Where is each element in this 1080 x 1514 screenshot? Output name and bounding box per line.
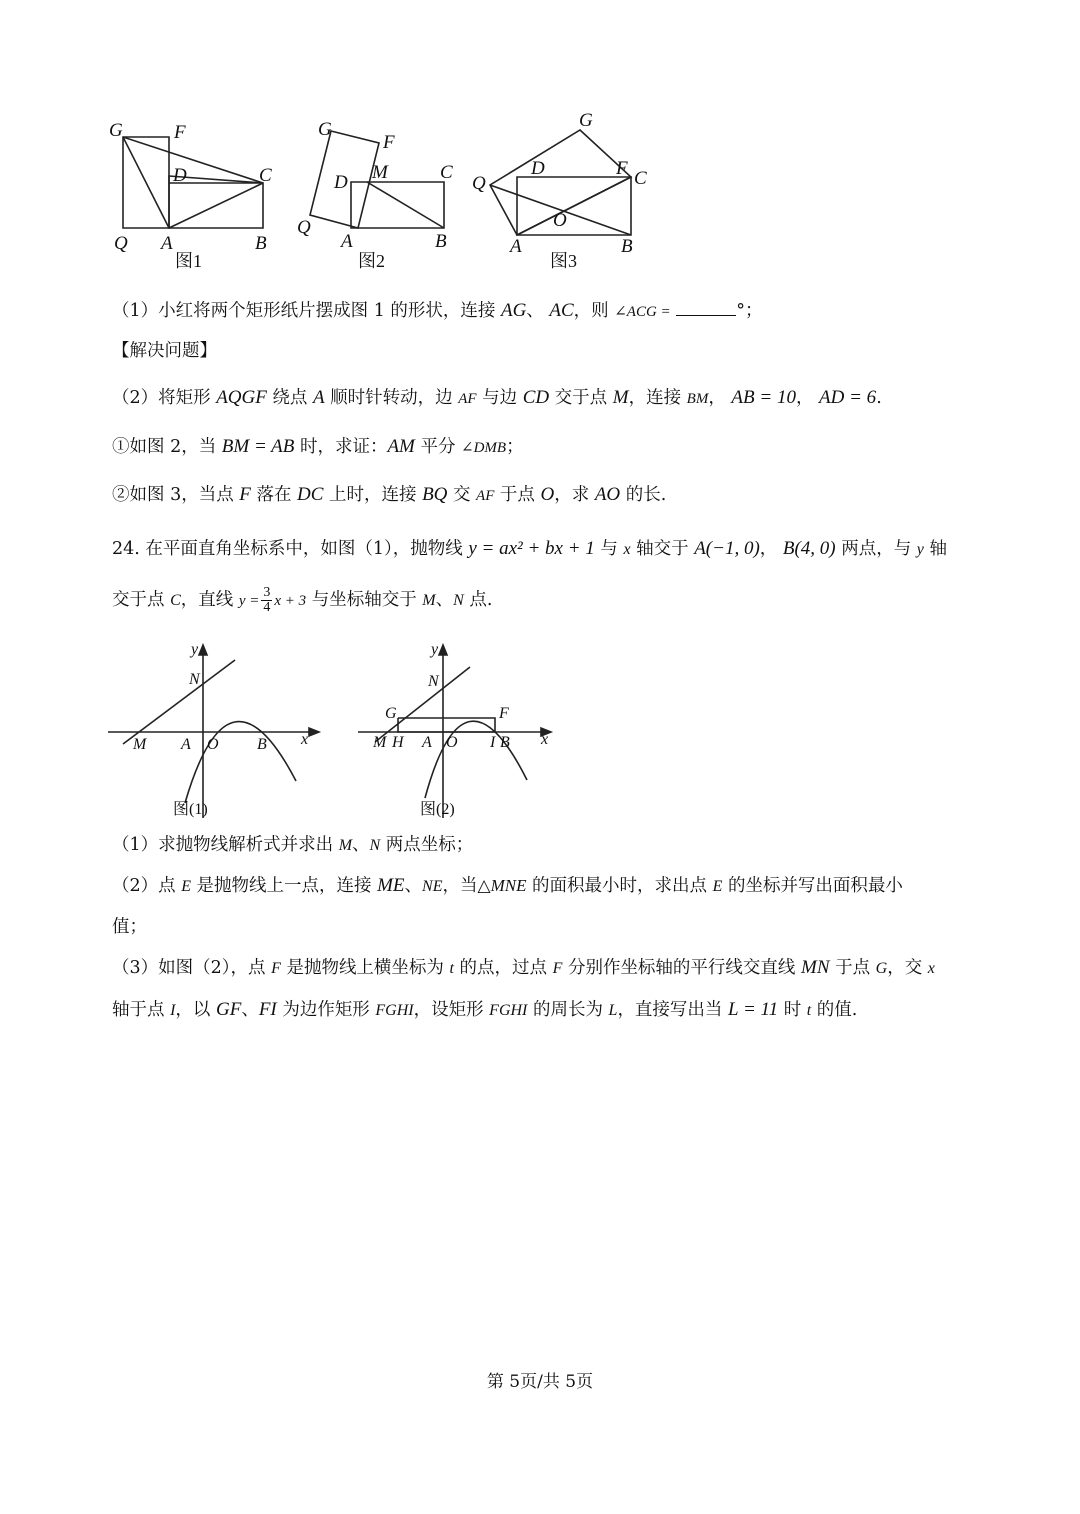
label-N: N <box>189 671 200 688</box>
axis-x-label: x <box>541 731 549 748</box>
axis-y-label: y <box>431 641 439 658</box>
q24-part3: （3）如图（2），点 F 是抛物线上横坐标为 t 的点，过点 F 分别作坐标轴的平行线交直线 MN 于点 G，交 x <box>112 957 935 978</box>
q23-part2-sub2: ②如图 3，当点 F 落在 DC 上时，连接 BQ 交 AF 于点 O，求 AO 的长. <box>112 484 667 505</box>
label-M: M <box>372 162 388 183</box>
label-A: A <box>161 233 173 254</box>
label-G: G <box>579 110 593 131</box>
label-D: D <box>531 158 545 179</box>
label-N: N <box>428 673 439 690</box>
answer-blank[interactable] <box>676 297 736 316</box>
graph-figure-2 <box>355 638 565 823</box>
q23-part1: （1）小红将两个矩形纸片摆成图 1 的形状，连接 AG、 AC，则 ∠ACG = °； <box>112 297 972 325</box>
q24-line2: 交于点 C，直线 y = $\frac{3}{4}$ x + 3 与坐标轴交于 M、N 点. <box>112 585 493 615</box>
label-M: M <box>373 734 387 751</box>
label-B: B <box>621 236 633 257</box>
fraction-three-quarters: $\frac{3}{4}$ <box>263 585 271 615</box>
label-O: O <box>207 736 219 753</box>
graph-figure-2-caption: 图(2) <box>420 801 455 818</box>
q24-part2-cont: 值； <box>112 917 147 937</box>
page-footer: 第 5页/共 5页 <box>486 1372 594 1392</box>
figure-2-caption: 图2 <box>358 251 385 271</box>
label-F: F <box>616 158 628 179</box>
label-A: A <box>341 231 353 252</box>
label-Q: Q <box>297 217 311 238</box>
label-B: B <box>255 233 267 254</box>
label-D: D <box>173 165 187 186</box>
axis-x-label: x <box>301 731 309 748</box>
label-Q: Q <box>114 233 128 254</box>
label-F: F <box>499 705 509 722</box>
graph-figure-1 <box>105 638 330 823</box>
label-G: G <box>109 120 123 141</box>
label-F: F <box>383 132 395 153</box>
q23-heading: 【解决问题】 <box>112 341 217 361</box>
figure-3 <box>465 105 665 275</box>
label-G: G <box>385 705 397 722</box>
label-C: C <box>440 162 453 183</box>
label-A: A <box>510 236 522 257</box>
q23-part2-sub1: ①如图 2，当 BM = AB 时，求证：AM 平分 ∠DMB； <box>112 436 524 457</box>
label-A: A <box>181 736 191 753</box>
q24-line1: 24. 在平面直角坐标系中，如图（1），抛物线 y = ax² + bx + 1 与 x 轴交于 A(−1, 0)， B(4, 0) 两点，与 y 轴 <box>112 538 947 559</box>
label-A: A <box>422 734 432 751</box>
label-F: F <box>174 122 186 143</box>
axis-y-label: y <box>191 641 199 658</box>
label-I: I <box>490 734 496 751</box>
label-H: H <box>392 734 404 751</box>
graph-figure-1-caption: 图(1) <box>173 801 208 818</box>
figure-1-caption: 图1 <box>175 251 202 271</box>
label-O: O <box>446 734 458 751</box>
figure-3-caption: 图3 <box>550 251 577 271</box>
q24-part2: （2）点 E 是抛物线上一点，连接 ME、NE，当△MNE 的面积最小时，求出点 E 的坐标并写出面积最小 <box>112 875 903 896</box>
label-C: C <box>634 168 647 189</box>
label-C: C <box>259 165 272 186</box>
label-M: M <box>133 736 147 753</box>
q23-part2: （2）将矩形 AQGF 绕点 A 顺时针转动，边 AF 与边 CD 交于点 M，连接 BM， AB = 10， AD = 6. <box>112 387 882 408</box>
figure-2 <box>290 115 465 275</box>
label-D: D <box>334 172 348 193</box>
q24-part1: （1）求抛物线解析式并求出 M、N 两点坐标； <box>112 835 474 855</box>
label-O: O <box>553 210 567 231</box>
q24-part3-cont: 轴于点 I，以 GF、FI 为边作矩形 FGHI，设矩形 FGHI 的周长为 L，直接写出当 L = 11 时 t 的值. <box>112 999 858 1020</box>
label-G: G <box>318 119 332 140</box>
label-B: B <box>500 734 510 751</box>
label-Q: Q <box>472 173 486 194</box>
label-B: B <box>435 231 447 252</box>
label-B: B <box>257 736 267 753</box>
figure-1 <box>100 115 290 275</box>
